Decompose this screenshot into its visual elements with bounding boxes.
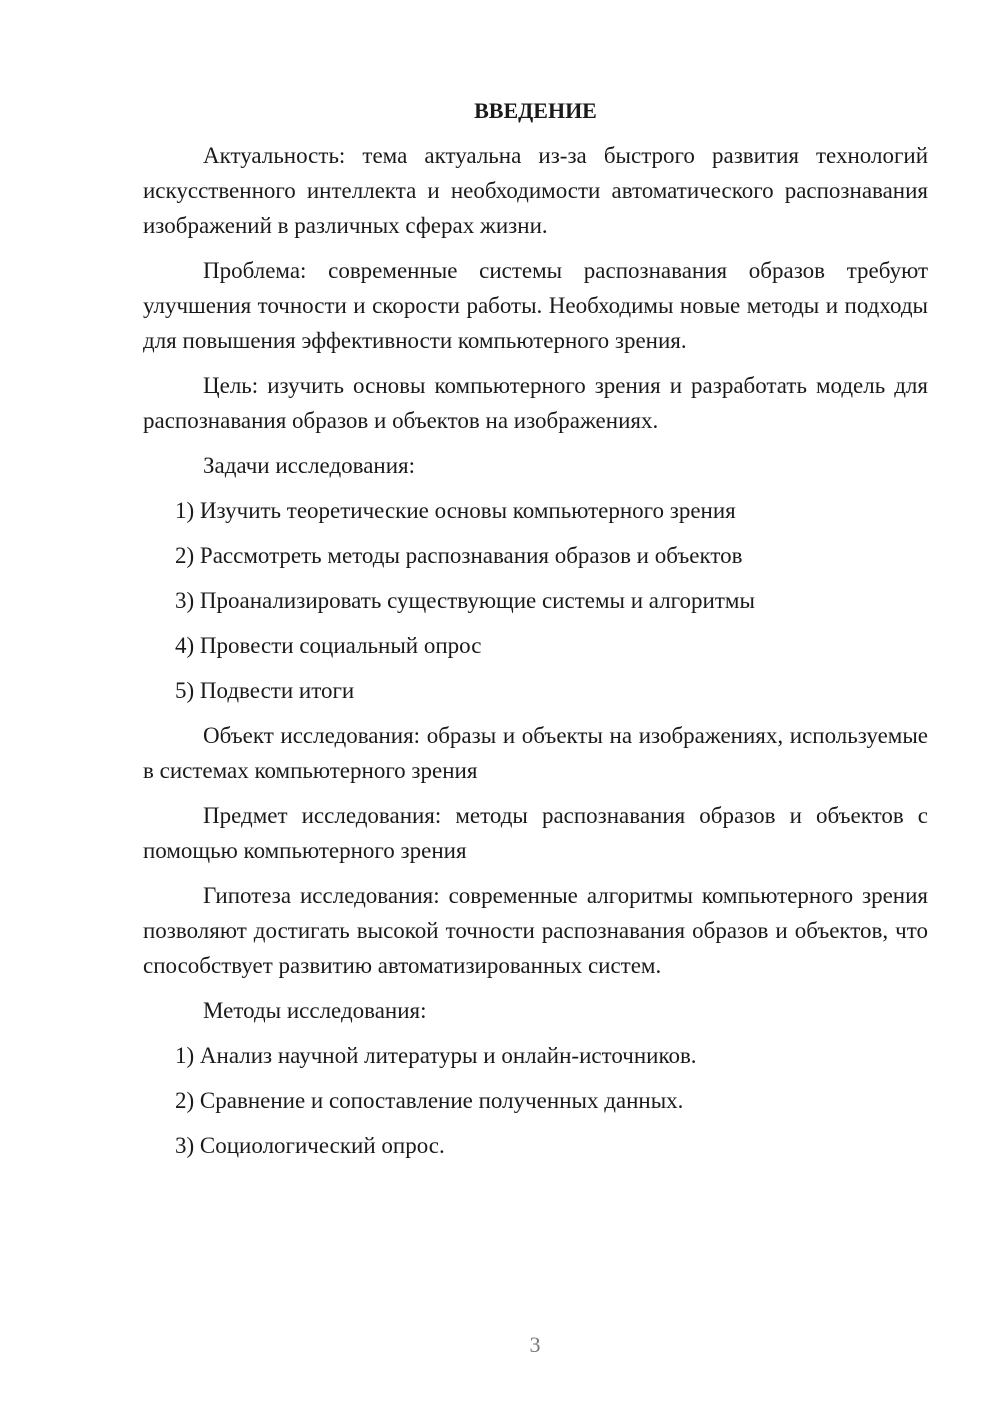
goal-paragraph: Цель: изучить основы компьютерного зрения и разработать модель для распознавания образов и объектов на изображениях. — [143, 373, 928, 433]
task-item: 3) Проанализировать существующие системы и алгоритмы — [175, 588, 755, 613]
page-number: 3 — [529, 1332, 541, 1357]
relevance-paragraph: Актуальность: тема актуальна из-за быстрого развития технологий искусственного интеллекта и необходимости автоматического распознавания изображений в различных сферах жизни. — [143, 143, 928, 238]
method-item: 3) Социологический опрос. — [175, 1133, 445, 1158]
page-content — [143, 93, 928, 1163]
tasks-heading: Задачи исследования: — [203, 453, 416, 478]
subject-paragraph: Предмет исследования: методы распознавания образов и объектов с помощью компьютерного зрения — [143, 803, 928, 863]
task-item: 5) Подвести итоги — [175, 678, 355, 703]
problem-paragraph: Проблема: современные системы распознавания образов требуют улучшения точности и скорости работы. Необходимы новые методы и подходы для повышения эффективности компьютерного зрения. — [143, 258, 928, 353]
hypothesis-paragraph: Гипотеза исследования: современные алгоритмы компьютерного зрения позволяют достигать высокой точности распознавания образов и объектов, что способствует развитию автоматизированных систем. — [143, 883, 928, 978]
method-item: 2) Сравнение и сопоставление полученных данных. — [175, 1088, 684, 1113]
section-title: ВВЕДЕНИЕ — [474, 98, 597, 123]
task-item: 4) Провести социальный опрос — [175, 633, 482, 658]
method-item: 1) Анализ научной литературы и онлайн-источников. — [175, 1043, 697, 1068]
object-paragraph: Объект исследования: образы и объекты на изображениях, используемые в системах компьютерного зрения — [143, 723, 928, 783]
task-item: 1) Изучить теоретические основы компьютерного зрения — [175, 498, 736, 523]
methods-heading: Методы исследования: — [203, 998, 427, 1023]
task-item: 2) Рассмотреть методы распознавания образов и объектов — [175, 543, 743, 568]
